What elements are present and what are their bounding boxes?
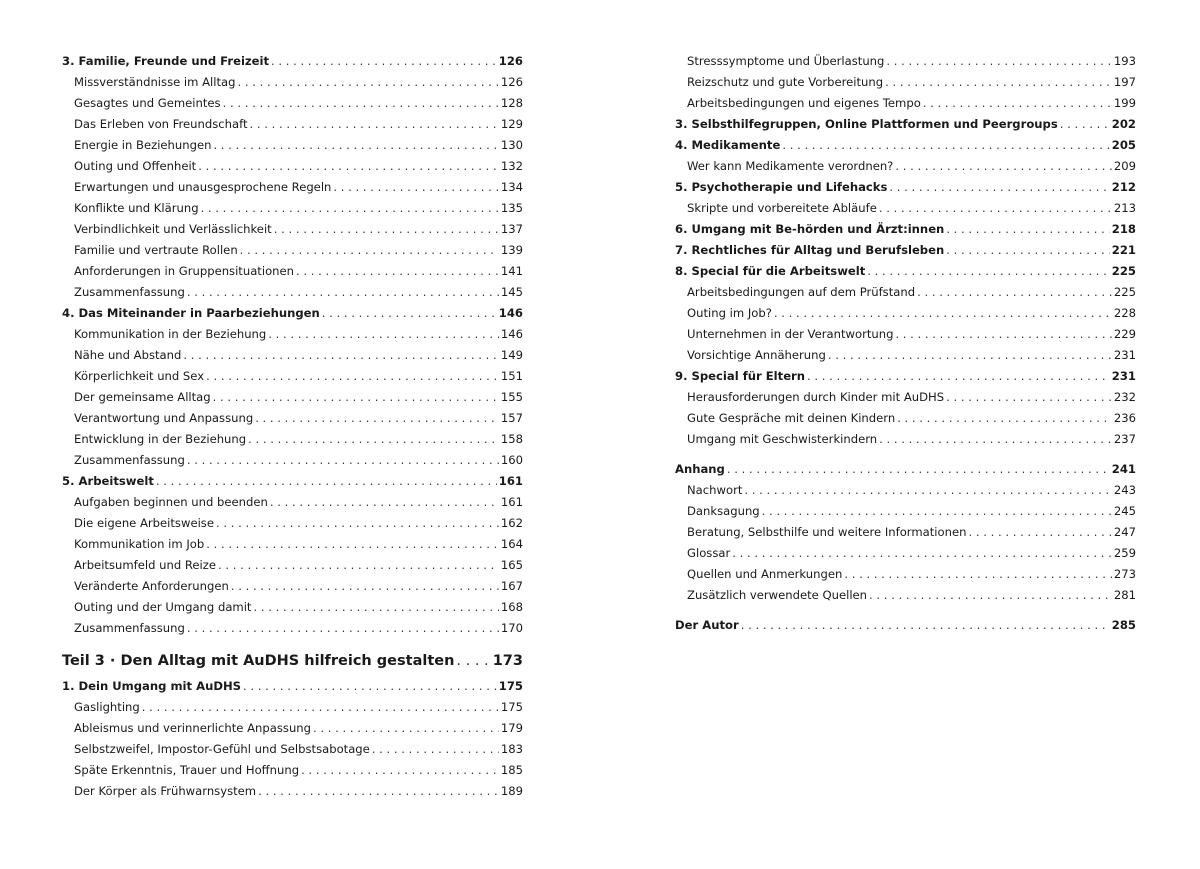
toc-page-number: 241	[1111, 462, 1136, 476]
toc-entry-title: 5. Arbeitswelt	[62, 474, 154, 488]
toc-entry-title: Späte Erkenntnis, Trauer und Hoffnung	[74, 763, 300, 777]
toc-leader-dots	[1060, 114, 1110, 135]
toc-leader-dots	[142, 697, 499, 718]
toc-page-number: 218	[1111, 222, 1136, 236]
toc-section-entry	[675, 564, 1136, 585]
toc-leader-dots	[774, 303, 1112, 324]
toc-page-number: 229	[1113, 327, 1136, 341]
toc-entry-title: Der Autor	[675, 618, 739, 632]
toc-leader-dots	[322, 303, 497, 324]
toc-page-number: 158	[500, 432, 523, 446]
toc-section-entry	[675, 282, 1136, 303]
toc-leader-dots	[296, 261, 499, 282]
toc-page-number: 245	[1113, 504, 1136, 518]
toc-leader-dots	[253, 597, 498, 618]
toc-section-entry	[675, 324, 1136, 345]
toc-entry-title: Anforderungen in Gruppensituationen	[74, 264, 294, 278]
toc-entry-title: Nähe und Abstand	[74, 348, 182, 362]
toc-section-entry	[62, 450, 523, 471]
toc-page-number: 232	[1113, 390, 1136, 404]
toc-leader-dots	[372, 739, 499, 760]
toc-leader-dots	[732, 543, 1112, 564]
toc-section-entry	[62, 576, 523, 597]
toc-entry-title: Arbeitsbedingungen und eigenes Tempo	[687, 96, 921, 110]
toc-page-number: 197	[1113, 75, 1136, 89]
toc-leader-dots	[243, 676, 497, 697]
toc-page-number: 129	[500, 117, 523, 131]
toc-page-number: 193	[1113, 54, 1136, 68]
toc-leader-dots	[223, 93, 499, 114]
toc-leader-dots	[313, 718, 499, 739]
toc-chapter-entry	[675, 261, 1136, 282]
toc-entry-title: 7. Rechtliches für Alltag und Berufsleben	[675, 243, 945, 257]
toc-leader-dots	[238, 72, 499, 93]
toc-entry-title: Outing und der Umgang damit	[74, 600, 252, 614]
toc-page-number: 128	[500, 96, 523, 110]
toc-chapter-entry	[675, 219, 1136, 240]
toc-entry-title: 6. Umgang mit Be-hörden und Ärzt:innen	[675, 222, 945, 236]
toc-section-entry	[62, 492, 523, 513]
toc-entry-title: Gute Gespräche mit deinen Kindern	[687, 411, 896, 425]
toc-entry-title: Skripte und vorbereitete Abläufe	[687, 201, 877, 215]
toc-entry-title: Quellen und Anmerkungen	[687, 567, 843, 581]
toc-chapter-entry	[675, 114, 1136, 135]
toc-entry-title: Energie in Beziehungen	[74, 138, 212, 152]
toc-entry-title: Familie und vertraute Rollen	[74, 243, 238, 257]
toc-leader-dots	[946, 219, 1109, 240]
toc-page-number: 225	[1111, 264, 1136, 278]
toc-leader-dots	[744, 480, 1111, 501]
toc-section-entry	[62, 261, 523, 282]
toc-entry-title: Konflikte und Klärung	[74, 201, 199, 215]
toc-entry-title: Zusammenfassung	[74, 621, 185, 635]
toc-chapter-entry	[62, 471, 523, 492]
toc-leader-dots	[879, 198, 1112, 219]
toc-entry-title: Umgang mit Geschwisterkindern	[687, 432, 878, 446]
toc-leader-dots	[213, 387, 499, 408]
toc-page-number: 126	[498, 54, 523, 68]
toc-entry-title: 4. Medikamente	[675, 138, 781, 152]
toc-leader-dots	[270, 492, 499, 513]
toc-entry-title: Gesagtes und Gemeintes	[74, 96, 221, 110]
toc-leader-dots	[946, 240, 1110, 261]
toc-page-number: 168	[500, 600, 523, 614]
toc-page-number: 237	[1113, 432, 1136, 446]
toc-entry-title: Unternehmen in der Verantwortung	[687, 327, 894, 341]
toc-entry-title: 3. Selbsthilfegruppen, Online Plattformen und Peergroups	[675, 117, 1058, 131]
toc-entry-title: Körperlichkeit und Sex	[74, 369, 205, 383]
toc-entry-title: Aufgaben beginnen und beenden	[74, 495, 268, 509]
toc-section-entry	[62, 387, 523, 408]
toc-leader-dots	[727, 459, 1110, 480]
toc-chapter-entry	[675, 135, 1136, 156]
toc-page-number: 183	[500, 742, 523, 756]
toc-section-entry	[62, 156, 523, 177]
toc-section-entry	[62, 697, 523, 718]
toc-left-column	[62, 51, 523, 802]
toc-section-entry	[675, 51, 1136, 72]
toc-entry-title: Nachwort	[687, 483, 743, 497]
toc-section-entry	[675, 93, 1136, 114]
toc-entry-title: Zusammenfassung	[74, 453, 185, 467]
toc-entry-title: Der Körper als Frühwarnsystem	[74, 784, 257, 798]
toc-section-entry	[62, 555, 523, 576]
toc-section-entry	[62, 597, 523, 618]
toc-section-entry	[675, 198, 1136, 219]
toc-page-number: 202	[1111, 117, 1136, 131]
toc-leader-dots	[231, 576, 499, 597]
toc-entry-title: Entwicklung in der Beziehung	[74, 432, 247, 446]
toc-page-number: 209	[1113, 159, 1136, 173]
toc-page-number: 130	[500, 138, 523, 152]
toc-leader-dots	[895, 156, 1112, 177]
toc-page-number: 161	[498, 474, 523, 488]
toc-section-entry	[62, 198, 523, 219]
toc-leader-dots	[250, 114, 499, 135]
toc-entry-title: Stresssymptome und Überlastung	[687, 54, 885, 68]
toc-entry-title: 1. Dein Umgang mit AuDHS	[62, 679, 242, 693]
toc-leader-dots	[886, 51, 1111, 72]
toc-page-number: 137	[500, 222, 523, 236]
toc-leader-dots	[889, 177, 1109, 198]
toc-page-number: 165	[500, 558, 523, 572]
toc-entry-title: Der gemeinsame Alltag	[74, 390, 211, 404]
toc-leader-dots	[183, 345, 498, 366]
toc-page-number: 273	[1113, 567, 1136, 581]
toc-entry-title: 5. Psychotherapie und Lifehacks	[675, 180, 888, 194]
toc-chapter-entry	[675, 459, 1136, 480]
toc-section-entry	[62, 93, 523, 114]
toc-leader-dots	[897, 408, 1112, 429]
toc-leader-dots	[216, 513, 499, 534]
toc-leader-dots	[741, 615, 1110, 636]
toc-chapter-entry	[675, 615, 1136, 636]
toc-leader-dots	[828, 345, 1112, 366]
toc-section-entry	[62, 114, 523, 135]
toc-entry-title: Anhang	[675, 462, 725, 476]
toc-page-number: 145	[500, 285, 523, 299]
toc-chapter-entry	[62, 303, 523, 324]
toc-page-number: 146	[498, 306, 523, 320]
toc-section-entry	[62, 781, 523, 802]
toc-chapter-entry	[62, 51, 523, 72]
toc-page-number: 160	[500, 453, 523, 467]
toc-entry-title: Ableismus und verinnerlichte Anpassung	[74, 721, 311, 735]
toc-entry-title: Kommunikation im Job	[74, 537, 205, 551]
toc-entry-title: Outing und Offenheit	[74, 159, 197, 173]
toc-entry-title: Die eigene Arbeitsweise	[74, 516, 214, 530]
toc-entry-title: 8. Special für die Arbeitswelt	[675, 264, 866, 278]
toc-entry-title: Das Erleben von Freundschaft	[74, 117, 248, 131]
toc-leader-dots	[333, 177, 498, 198]
toc-leader-dots	[240, 240, 499, 261]
toc-section-entry	[675, 408, 1136, 429]
toc-entry-title: 3. Familie, Freunde und Freizeit	[62, 54, 270, 68]
toc-leader-dots	[156, 471, 497, 492]
toc-leader-dots	[255, 408, 499, 429]
toc-page-number: 231	[1113, 348, 1136, 362]
toc-entry-title: 4. Das Miteinander in Paarbeziehungen	[62, 306, 320, 320]
toc-section-entry	[675, 387, 1136, 408]
toc-leader-dots	[844, 564, 1112, 585]
toc-leader-dots	[923, 93, 1112, 114]
toc-section-entry	[62, 739, 523, 760]
toc-page-number: 146	[500, 327, 523, 341]
toc-page-number: 135	[500, 201, 523, 215]
toc-leader-dots	[917, 282, 1112, 303]
toc-chapter-entry	[675, 366, 1136, 387]
toc-page-number: 164	[500, 537, 523, 551]
toc-page-number: 247	[1113, 525, 1136, 539]
toc-leader-dots	[782, 135, 1109, 156]
toc-section-entry	[62, 135, 523, 156]
toc-entry-title: Zusätzlich verwendete Quellen	[687, 588, 868, 602]
toc-section-entry	[62, 760, 523, 781]
toc-entry-title: Missverständnisse im Alltag	[74, 75, 236, 89]
toc-section-entry	[62, 72, 523, 93]
toc-leader-dots	[271, 51, 497, 72]
toc-page-number: 132	[500, 159, 523, 173]
toc-leader-dots	[187, 282, 499, 303]
toc-page-number: 162	[500, 516, 523, 530]
toc-entry-title: Erwartungen und unausgesprochene Regeln	[74, 180, 332, 194]
toc-section-entry	[675, 543, 1136, 564]
toc-leader-dots	[206, 534, 499, 555]
toc-entry-title: Verantwortung und Anpassung	[74, 411, 254, 425]
toc-leader-dots	[879, 429, 1112, 450]
toc-section-entry	[675, 303, 1136, 324]
toc-entry-title: Danksagung	[687, 504, 760, 518]
toc-leader-dots	[198, 156, 499, 177]
toc-leader-dots	[869, 585, 1112, 606]
toc-entry-title: Arbeitsumfeld und Reize	[74, 558, 216, 572]
toc-section-entry	[675, 585, 1136, 606]
toc-leader-dots	[807, 366, 1110, 387]
toc-page-number: 225	[1113, 285, 1136, 299]
toc-page-number: 139	[500, 243, 523, 257]
toc-section-entry	[62, 429, 523, 450]
toc-chapter-entry	[675, 240, 1136, 261]
toc-entry-title: Vorsichtige Annäherung	[687, 348, 826, 362]
toc-section-entry	[675, 429, 1136, 450]
toc-section-entry	[675, 522, 1136, 543]
toc-page-number: 149	[500, 348, 523, 362]
toc-page-number: 170	[500, 621, 523, 635]
toc-entry-title: Herausforderungen durch Kinder mit AuDHS	[687, 390, 945, 404]
toc-page-number: 212	[1111, 180, 1136, 194]
toc-page-number: 259	[1113, 546, 1136, 560]
toc-entry-title: Teil 3 · Den Alltag mit AuDHS hilfreich gestalten	[62, 653, 455, 669]
toc-section-entry	[62, 177, 523, 198]
toc-section-entry	[675, 345, 1136, 366]
toc-page-number: 167	[500, 579, 523, 593]
toc-leader-dots	[895, 324, 1111, 345]
toc-entry-title: Gaslighting	[74, 700, 140, 714]
toc-section-entry	[62, 219, 523, 240]
toc-page-number: 173	[492, 653, 523, 669]
toc-leader-dots	[187, 450, 499, 471]
toc-section-entry	[675, 501, 1136, 522]
toc-entry-title: Glossar	[687, 546, 731, 560]
toc-leader-dots	[762, 501, 1112, 522]
toc-section-entry	[62, 534, 523, 555]
toc-section-entry	[62, 408, 523, 429]
toc-entry-title: Selbstzweifel, Impostor-Gefühl und Selbstsabotage	[74, 742, 370, 756]
toc-entry-title: Veränderte Anforderungen	[74, 579, 229, 593]
toc-page-number: 161	[500, 495, 523, 509]
toc-section-entry	[62, 513, 523, 534]
toc-leader-dots	[946, 387, 1112, 408]
toc-section-entry	[675, 480, 1136, 501]
toc-leader-dots	[456, 647, 490, 676]
toc-page-number: 185	[500, 763, 523, 777]
toc-page-number: 236	[1113, 411, 1136, 425]
toc-section-entry	[62, 718, 523, 739]
toc-section-entry	[62, 345, 523, 366]
toc-section-entry	[675, 72, 1136, 93]
toc-chapter-entry	[675, 177, 1136, 198]
toc-page-number: 213	[1113, 201, 1136, 215]
toc-entry-title: Kommunikation in der Beziehung	[74, 327, 267, 341]
toc-page-number: 199	[1113, 96, 1136, 110]
toc-leader-dots	[867, 261, 1110, 282]
toc-page-number: 205	[1111, 138, 1136, 152]
toc-leader-dots	[213, 135, 498, 156]
toc-leader-dots	[201, 198, 499, 219]
toc-leader-dots	[268, 324, 499, 345]
toc-page-number: 141	[500, 264, 523, 278]
toc-entry-title: Outing im Job?	[687, 306, 772, 320]
toc-page-number: 179	[500, 721, 523, 735]
toc-entry-title: Wer kann Medikamente verordnen?	[687, 159, 894, 173]
toc-section-entry	[675, 156, 1136, 177]
toc-leader-dots	[274, 219, 499, 240]
toc-section-entry	[62, 618, 523, 639]
toc-leader-dots	[258, 781, 499, 802]
toc-page-number: 157	[500, 411, 523, 425]
toc-section-entry	[62, 240, 523, 261]
toc-page-number: 155	[500, 390, 523, 404]
toc-page-number: 175	[498, 679, 523, 693]
toc-leader-dots	[218, 555, 499, 576]
toc-leader-dots	[968, 522, 1111, 543]
toc-entry-title: Reizschutz und gute Vorbereitung	[687, 75, 884, 89]
toc-entry-title: Arbeitsbedingungen auf dem Prüfstand	[687, 285, 916, 299]
toc-section-entry	[62, 324, 523, 345]
toc-page-number: 151	[500, 369, 523, 383]
toc-leader-dots	[187, 618, 499, 639]
toc-leader-dots	[885, 72, 1112, 93]
toc-entry-title: Verbindlichkeit und Verlässlichkeit	[74, 222, 272, 236]
toc-page-number: 243	[1113, 483, 1136, 497]
toc-page-number: 221	[1111, 243, 1136, 257]
toc-entry-title: Zusammenfassung	[74, 285, 185, 299]
toc-page-number: 175	[500, 700, 523, 714]
toc-leader-dots	[206, 366, 499, 387]
toc-page-number: 228	[1113, 306, 1136, 320]
toc-page-number: 285	[1111, 618, 1136, 632]
toc-section-entry	[62, 282, 523, 303]
toc-page-number: 231	[1111, 369, 1136, 383]
toc-page-number: 126	[500, 75, 523, 89]
toc-right-column	[675, 51, 1136, 636]
toc-part-heading	[62, 647, 523, 676]
toc-page-number: 189	[500, 784, 523, 798]
toc-entry-title: 9. Special für Eltern	[675, 369, 806, 383]
toc-chapter-entry	[62, 676, 523, 697]
toc-page-number: 281	[1113, 588, 1136, 602]
toc-section-entry	[62, 366, 523, 387]
toc-leader-dots	[248, 429, 499, 450]
toc-entry-title: Beratung, Selbsthilfe und weitere Informationen	[687, 525, 967, 539]
toc-page-number: 134	[500, 180, 523, 194]
toc-leader-dots	[301, 760, 499, 781]
